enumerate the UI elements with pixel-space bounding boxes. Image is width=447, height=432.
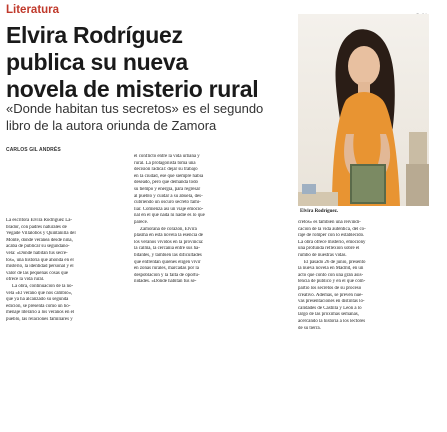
- text-line: menaje literario a los veranos en el: [6, 310, 75, 316]
- subhead-line: «Donde habitan tus secretos» es el segundo: [6, 101, 264, 116]
- text-line: decisión radical: dejar su trabajo: [134, 167, 198, 173]
- text-line: creativo. Además, se prevén nue-: [298, 292, 363, 298]
- text-line: tencia de público y en el que com-: [298, 279, 366, 285]
- text-line: que ya ha alcanzado su segunda: [6, 297, 69, 303]
- text-line: calidades de Castilla y León a lo: [298, 305, 362, 311]
- text-line: tos», una historia que ahonda en el: [6, 257, 74, 263]
- text-line: acercando la historia a los lectores: [298, 318, 366, 324]
- text-line: cretos» es también una reivindi-: [298, 220, 361, 225]
- text-line: cación de la vida auténtica, del co-: [298, 226, 366, 232]
- text-line: La escritora Elvira Rodríguez La-: [6, 218, 72, 223]
- text-line: ofrece la vida rural.: [6, 277, 45, 283]
- text-line: largo de las próximas semanas,: [298, 312, 359, 318]
- text-line: brador, con padres naturales de: [6, 224, 67, 230]
- text-line: pueblo, las relaciones familiares y: [6, 316, 73, 322]
- text-line: edición, se presenta como un ho-: [6, 303, 71, 309]
- text-line: que enfrentan quienes eligen vivir: [134, 259, 201, 265]
- text-line: valor de las pequeñas cosas que: [6, 270, 69, 276]
- text-line: rural. La protagonista toma una: [134, 160, 196, 166]
- text-line: raje de romper con lo establecido.: [298, 233, 365, 239]
- text-line: de su tierra.: [298, 325, 321, 331]
- text-line: La obra ofrece misterio, emociony: [298, 239, 366, 245]
- headline-line: Elvira Rodríguez: [6, 22, 183, 48]
- section-label: Literatura: [6, 4, 60, 16]
- text-line: los veranos vividos en la provincia:: [134, 239, 204, 245]
- subheadline: [6, 101, 296, 134]
- text-line: el conflicto entre la vida urbana y: [134, 154, 200, 159]
- text-line: misterio, la identidad personal y el: [6, 264, 74, 270]
- text-line: una profunda reflexión sobre el: [298, 246, 360, 252]
- text-line: despoblación y la falta de oportu-: [134, 272, 200, 278]
- text-line: Monte, donde veranea desde niña,: [6, 237, 73, 243]
- text-line: la nueva novela en Madrid, en un: [298, 266, 364, 272]
- text-line: nal en el que nada ni nadie es lo que: [134, 213, 205, 219]
- text-line: parece.: [134, 219, 148, 225]
- article-column-1: [6, 218, 87, 324]
- text-line: bitantes, y también las dificultades: [134, 252, 202, 258]
- headline: [6, 22, 296, 103]
- text-line: Zamorana de corazón, Elvira: [140, 226, 197, 232]
- text-line: liar. Comienza así un viaje emocio-: [134, 206, 204, 212]
- text-line: nidades. «Donde habitan tus se-: [134, 279, 197, 285]
- text-line: cubriendo un oscuro secreto fami-: [134, 200, 201, 206]
- byline: CARLOS GIL ANDRÉS: [6, 147, 61, 153]
- text-line: al pueblo y cuidar a su abuela, des-: [134, 193, 203, 199]
- text-line: rumbo de nuestras vidas.: [298, 252, 347, 258]
- text-line: vela: «Donde habitan tus secre-: [6, 250, 68, 256]
- text-line: vas presentaciones en distintas lo-: [298, 299, 365, 305]
- text-line: Vegade Villalobos y Quintanilla del: [6, 231, 76, 237]
- article-column-3: [298, 220, 426, 332]
- headline-line: novela de misterio rural: [6, 76, 259, 102]
- text-line: acaba de publicar su segundano-: [6, 244, 70, 250]
- text-line: El pasado 26 de junio, presentó: [304, 259, 366, 265]
- subhead-line: libro de la autora oriunda de Zamora: [6, 117, 217, 133]
- text-line: La obra, continuación de la no-: [12, 283, 74, 289]
- text-line: en la ciudad, ese que siempre había: [134, 173, 204, 179]
- text-line: la calma, la cercanía entre sus ha-: [134, 246, 200, 252]
- text-line: plasma en esta novela la esencia de: [134, 233, 203, 239]
- text-line: vela «El verano que nos cambió»,: [6, 290, 73, 296]
- author-photo: [298, 14, 429, 206]
- article-column-2: [134, 154, 228, 286]
- text-line: partió los secretos de su proceso: [298, 285, 362, 291]
- photo-caption: Elvira Rodríguez.: [300, 209, 339, 214]
- text-line: deseado, pero que demanda todo: [134, 180, 198, 186]
- text-line: su tiempo y energía, para regresar: [134, 186, 201, 192]
- text-line: acto que contó con una gran asis-: [298, 272, 364, 278]
- headline-line: publica su nueva: [6, 49, 188, 75]
- text-line: en zonas rurales, marcadas por la: [134, 266, 199, 272]
- author-portrait-image: [298, 14, 429, 206]
